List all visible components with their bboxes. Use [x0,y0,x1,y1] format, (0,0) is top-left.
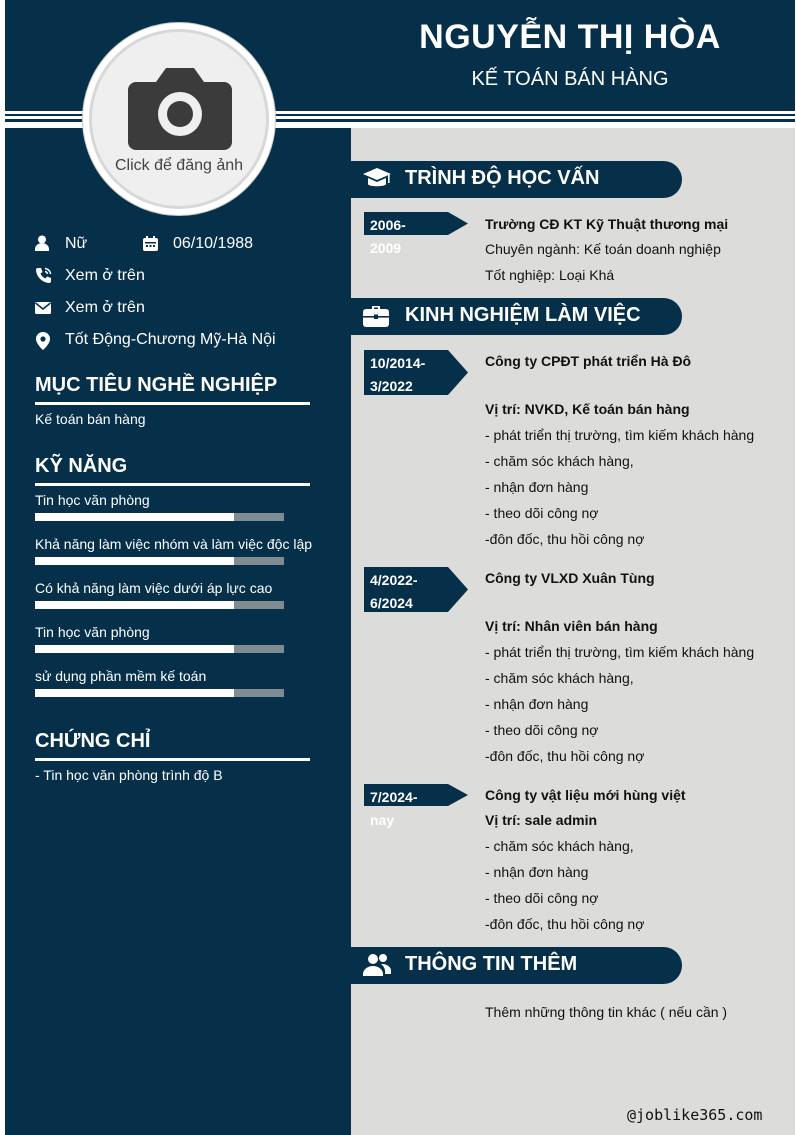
additional-heading: THÔNG TIN THÊM [405,953,578,975]
skill-bar [35,601,284,609]
job-period: 7/2024-nay [370,789,418,828]
email-value: Xem ở trên [65,299,145,316]
job-duty: -đôn đốc, thu hồi công nợ [485,748,645,764]
education-grade: Tốt nghiệp: Loại Khá [485,267,615,283]
objective-divider [35,402,310,405]
education-heading: TRÌNH ĐỘ HỌC VẤN [405,167,600,189]
skill-bar-fill [35,557,234,565]
gender-value: Nữ [65,235,88,252]
skill-bar-fill [35,689,234,697]
mail-icon [35,302,51,314]
objective-heading: MỤC TIÊU NGHỀ NGHIỆP [35,374,278,396]
skill-bar-fill [35,601,234,609]
education-school: Trường CĐ KT Kỹ Thuật thương mại [485,216,729,232]
job-duty: - nhận đơn hàng [485,479,589,495]
skill-bar [35,557,284,565]
job-title: KẾ TOÁN BÁN HÀNG [471,68,669,90]
job-duty: -đôn đốc, thu hồi công nợ [485,531,645,547]
camera-icon [128,62,232,154]
watermark-text: @joblike365.com [627,1106,763,1124]
skill-label: Tin học văn phòng [35,492,150,508]
job-duty: - phát triển thị trường, tìm kiếm khách hàng [485,644,755,660]
skill-label: Tin học văn phòng [35,624,150,640]
job-position: Vị trí: Nhân viên bán hàng [485,618,658,634]
experience-heading: KINH NGHIỆM LÀM VIỆC [405,304,641,326]
graduation-cap-icon [363,166,391,192]
birthdate-value: 06/10/1988 [173,235,254,252]
user-icon [35,235,49,251]
job-company: Công ty VLXD Xuân Tùng [485,570,655,586]
job-period-start: 10/2014- [370,355,426,371]
avatar[interactable] [82,22,276,216]
job-duty: - theo dõi công nợ [485,505,599,521]
address-value: Tốt Động-Chương Mỹ-Hà Nội [65,331,276,348]
job-duty: -đôn đốc, thu hồi công nợ [485,916,645,932]
job-duty: - theo dõi công nợ [485,722,599,738]
job-period-end: 6/2024 [370,595,413,611]
calendar-icon [143,236,158,251]
location-icon [36,332,50,350]
candidate-name: NGUYỄN THỊ HÒA [419,18,721,56]
phone-value: Xem ở trên [65,267,145,284]
job-period-start: 4/2022- [370,572,418,588]
job-duty: - nhận đơn hàng [485,864,589,880]
job-duty: - chăm sóc khách hàng, [485,453,634,469]
job-duty: - theo dõi công nợ [485,890,599,906]
certificates-divider [35,758,310,761]
skill-bar-fill [35,645,234,653]
skill-bar-fill [35,513,234,521]
job-duty: - nhận đơn hàng [485,696,589,712]
skill-bar [35,689,284,697]
education-major: Chuyên ngành: Kế toán doanh nghiệp [485,241,721,257]
education-section-header [351,161,682,198]
job-period-end: 3/2022 [370,378,413,394]
job-company: Công ty vật liệu mới hùng việt [485,787,686,803]
experience-section-header [351,298,682,335]
cv-page [5,0,795,1135]
briefcase-icon [363,303,389,327]
job-duty: - chăm sóc khách hàng, [485,670,634,686]
additional-text: Thêm những thông tin khác ( nếu cần ) [485,1004,728,1020]
job-position: Vị trí: NVKD, Kế toán bán hàng [485,401,690,417]
skill-bar [35,513,284,521]
skill-label: Có khả năng làm việc dưới áp lực cao [35,580,273,596]
additional-section-header [351,947,682,984]
users-icon [363,952,391,978]
job-duty: - phát triển thị trường, tìm kiếm khách hàng [485,427,755,443]
certificate-item: - Tin học văn phòng trình độ B [35,767,223,783]
phone-icon [35,267,52,284]
skill-label: Khả năng làm việc nhóm và làm việc độc lập [35,536,313,552]
objective-text: Kế toán bán hàng [35,411,146,427]
job-position: Vị trí: sale admin [485,812,598,828]
skills-heading: KỸ NĂNG [35,455,128,477]
skill-bar [35,645,284,653]
skill-label: sử dụng phần mềm kế toán [35,668,207,684]
job-duty: - chăm sóc khách hàng, [485,838,634,854]
skills-divider [35,483,310,486]
avatar-upload-area[interactable] [89,29,269,209]
certificates-heading: CHỨNG CHỈ [35,730,151,752]
education-period: 2006-2009 [370,217,406,256]
avatar-upload-label: Click để đăng ảnh [114,157,244,174]
job-company: Công ty CPĐT phát triển Hà Đô [485,353,692,369]
